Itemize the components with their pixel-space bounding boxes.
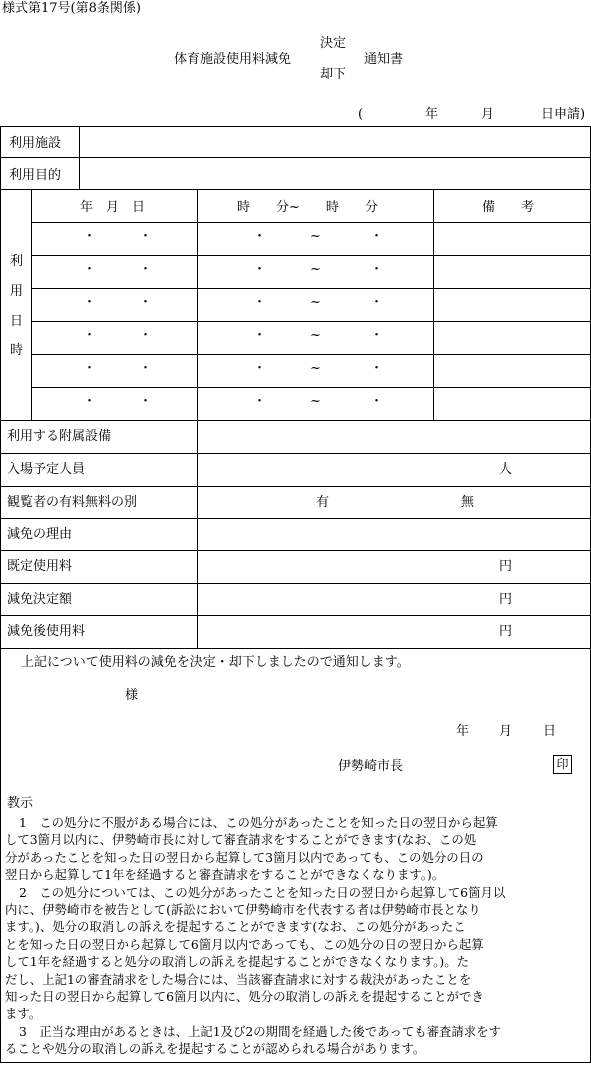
instruction-line: だし、上記1の審査請求をした場合には、当該審査請求に対する裁決があったことを xyxy=(5,971,472,987)
title-option-decision: 決定 xyxy=(320,36,347,51)
instruction-line: 2 この処分については、この処分があったことを知った日の翌日から起算して6箇月以 xyxy=(19,884,506,900)
instructions-heading: 教示 xyxy=(7,796,34,811)
label-fee-after: 減免後使用料 xyxy=(7,624,86,639)
instruction-line: 1 この処分に不服がある場合には、この処分があったことを知った日の翌日から起算 xyxy=(19,815,498,830)
time-range-tilde-row-5: ~ xyxy=(310,361,321,376)
time-range-tilde-row-2: ~ xyxy=(310,262,321,277)
date-separator-1-row-1: ・ xyxy=(83,229,97,244)
seal-stamp: 印 xyxy=(553,755,572,774)
time-separator-2-row-4: ・ xyxy=(370,328,384,343)
standard-fee-unit: 円 xyxy=(499,559,513,574)
date-separator-2-row-4: ・ xyxy=(139,328,153,343)
addressee-suffix: 様 xyxy=(125,688,139,703)
header-date: 年 月 日 xyxy=(80,200,146,215)
label-equipment: 利用する附属設備 xyxy=(7,429,112,444)
time-separator-2-row-2: ・ xyxy=(370,262,384,277)
time-range-tilde-row-1: ~ xyxy=(310,229,321,244)
fee-no: 無 xyxy=(461,495,475,510)
time-range-tilde-row-6: ~ xyxy=(310,394,321,409)
instruction-line: して3箇月以内に、伊勢崎市長に対して審査請求をすることができます(なお、この処 xyxy=(5,832,477,848)
request-date-label: 日申請) xyxy=(541,107,586,122)
label-exemption-amount: 減免決定額 xyxy=(7,592,73,607)
notification-form xyxy=(0,126,591,1063)
date-separator-1-row-5: ・ xyxy=(83,361,97,376)
notice-text: 上記について使用料の減免を決定・却下しましたので通知します。 xyxy=(21,655,410,670)
time-separator-2-row-6: ・ xyxy=(370,394,384,409)
instruction-line: 3 正当な理由があるときは、上記1及び2の期間を経過した後であっても審査請求をす xyxy=(19,1023,501,1039)
request-date-year: 年 xyxy=(425,107,439,122)
date-separator-2-row-1: ・ xyxy=(139,229,153,244)
header-remarks: 備 考 xyxy=(482,200,535,215)
date-separator-2-row-3: ・ xyxy=(139,295,153,310)
date-separator-2-row-6: ・ xyxy=(139,394,153,409)
title-suffix: 通知書 xyxy=(364,52,404,67)
label-purpose: 利用目的 xyxy=(9,168,62,183)
label-reason: 減免の理由 xyxy=(7,527,73,542)
title-option-rejection: 却下 xyxy=(320,67,347,82)
date-separator-1-row-3: ・ xyxy=(83,295,97,310)
label-attendance: 入場予定人員 xyxy=(7,462,86,477)
form-number: 様式第17号(第8条関係) xyxy=(2,1,141,16)
instruction-line: して1年を経過すると処分の取消しの訴えを提起することができなくなります。)。た xyxy=(5,954,469,970)
exemption-amount-unit: 円 xyxy=(499,592,513,607)
date-separator-1-row-2: ・ xyxy=(83,262,97,277)
date-separator-2-row-5: ・ xyxy=(139,361,153,376)
notice-date-month: 月 xyxy=(499,724,513,739)
date-separator-1-row-4: ・ xyxy=(83,328,97,343)
time-separator-1-row-6: ・ xyxy=(253,394,267,409)
request-date-open-paren: ( xyxy=(358,107,364,122)
label-standard-fee: 既定使用料 xyxy=(7,559,73,574)
time-separator-1-row-2: ・ xyxy=(253,262,267,277)
time-separator-1-row-3: ・ xyxy=(253,295,267,310)
time-range-tilde-row-3: ~ xyxy=(310,295,321,310)
issuer-name: 伊勢崎市長 xyxy=(338,759,404,774)
time-range-tilde-row-4: ~ xyxy=(310,328,321,343)
attendance-unit: 人 xyxy=(499,462,513,477)
notice-date-day: 日 xyxy=(543,724,557,739)
fee-yes: 有 xyxy=(316,495,330,510)
instruction-line: ます。)、処分の取消しの訴えを提起することができます(なお、この処分があったこ xyxy=(5,919,466,935)
instruction-line: 知った日の翌日から起算して6箇月以内に、処分の取消しの訴えを提起することができ xyxy=(5,989,484,1004)
time-separator-2-row-1: ・ xyxy=(370,229,384,244)
label-datetime-4: 時 xyxy=(10,343,24,358)
date-separator-1-row-6: ・ xyxy=(83,394,97,409)
time-separator-1-row-1: ・ xyxy=(253,229,267,244)
label-spectator-fee: 観覧者の有料無料の別 xyxy=(7,495,138,510)
label-datetime-1: 利 xyxy=(10,254,24,269)
title-main: 体育施設使用料減免 xyxy=(174,52,292,67)
notice-date-year: 年 xyxy=(456,724,470,739)
label-datetime-3: 日 xyxy=(10,314,24,329)
instruction-line: ます。 xyxy=(5,1006,42,1022)
instruction-line: ることや処分の取消しの訴えを提起することが認められる場合があります。 xyxy=(5,1041,426,1057)
label-facility: 利用施設 xyxy=(9,136,62,151)
time-separator-1-row-5: ・ xyxy=(253,361,267,376)
label-datetime-2: 用 xyxy=(10,284,24,299)
time-separator-2-row-3: ・ xyxy=(370,295,384,310)
time-separator-2-row-5: ・ xyxy=(370,361,384,376)
request-date-month: 月 xyxy=(481,107,495,122)
time-separator-1-row-4: ・ xyxy=(253,328,267,343)
date-separator-2-row-2: ・ xyxy=(139,262,153,277)
instruction-line: 内に、伊勢崎市を被告として(訴訟において伊勢崎市を代表する者は伊勢崎市長となり xyxy=(5,902,481,917)
instruction-line: 翌日から起算して1年を経過すると審査請求をすることができなくなります。)。 xyxy=(5,867,445,883)
header-time: 時 分~ 時 分 xyxy=(237,200,378,215)
instruction-line: とを知った日の翌日から起算して6箇月以内であっても、この処分の日の翌日から起算 xyxy=(5,936,484,952)
fee-after-unit: 円 xyxy=(499,624,513,639)
instruction-line: 分があったことを知った日の翌日から起算して3箇月以内であっても、この処分の日の xyxy=(5,849,484,865)
